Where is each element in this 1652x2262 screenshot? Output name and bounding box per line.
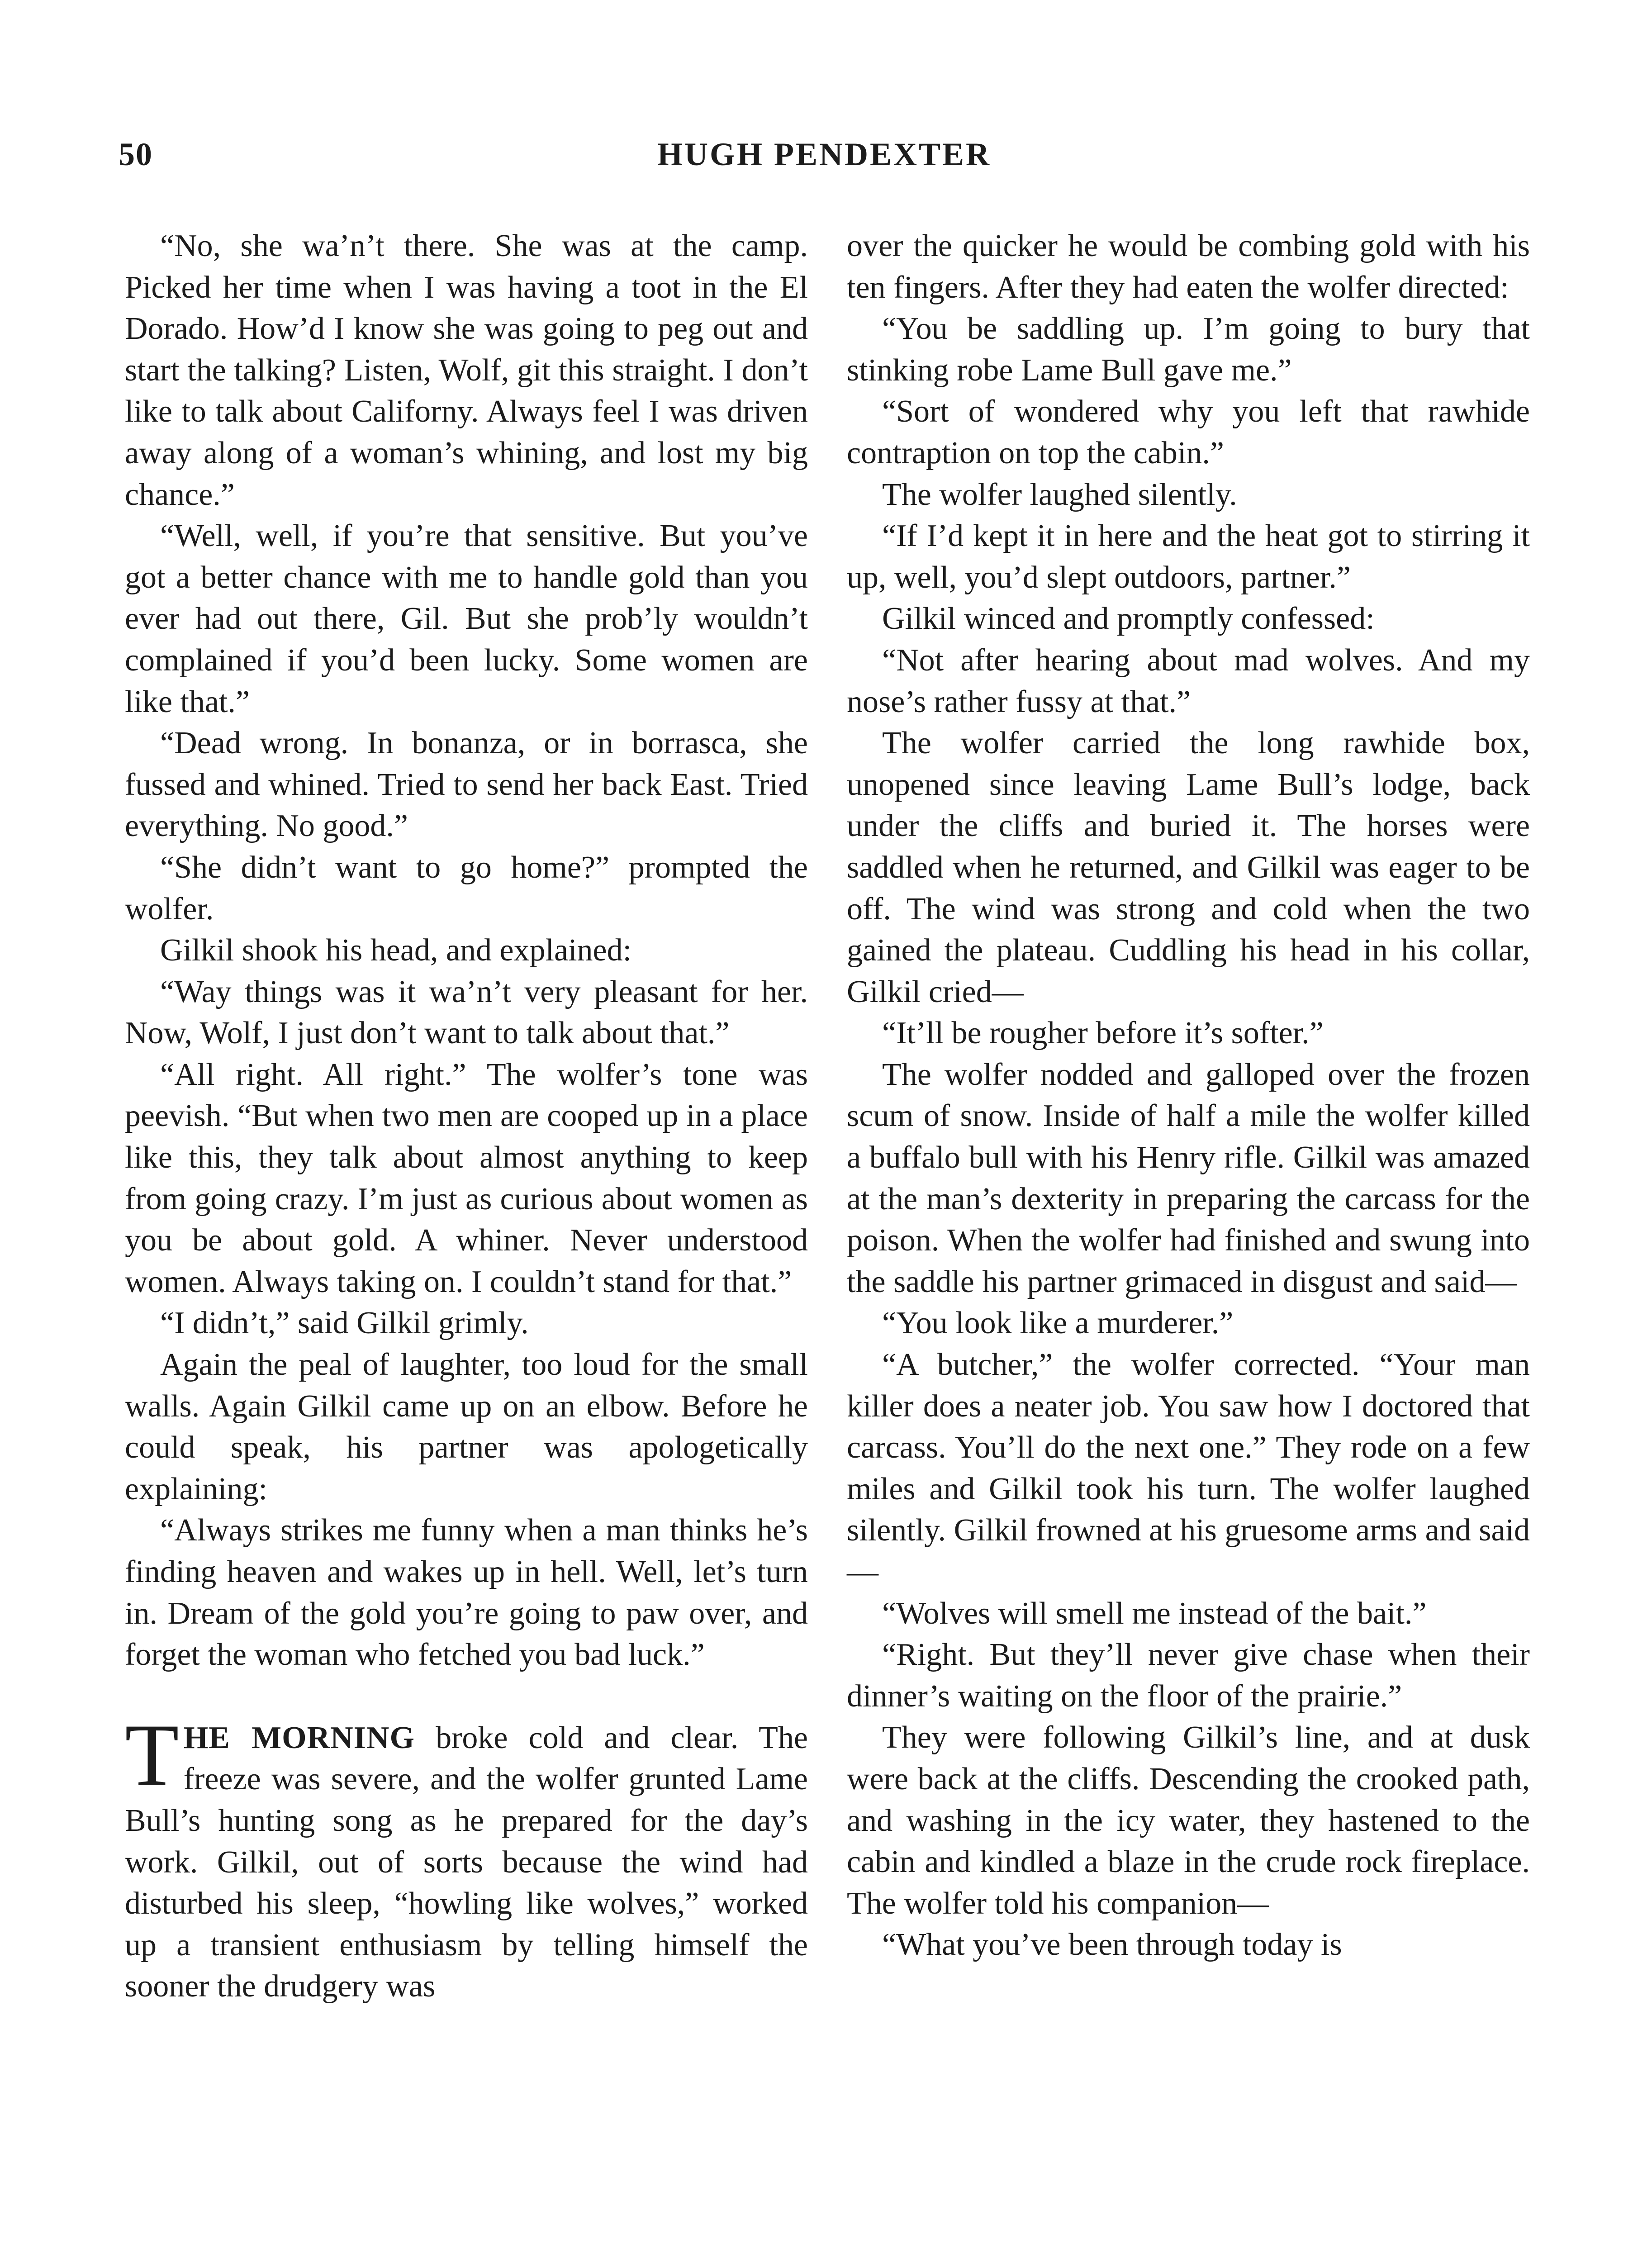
right-column: [847, 225, 1530, 1966]
paragraph: “A butcher,” the wolfer corrected. “Your man killer does a neater job. You saw how I doctored that carcass. You’ll do the next one.” They rode on a few miles and Gilkil took his turn. The wolfer laughed silently. Gilkil frowned at his gruesome arms and said—: [847, 1347, 1530, 1589]
paragraph: The wolfer laughed silently.: [882, 477, 1237, 512]
paragraph: Gilkil winced and promptly confessed:: [882, 601, 1375, 637]
paragraph: “It’ll be rougher before it’s softer.”: [882, 1016, 1324, 1051]
paragraph: “Wolves will smell me instead of the bait.”: [882, 1596, 1427, 1631]
paragraph: Gilkil shook his head, and explained:: [160, 933, 632, 968]
paragraph: “Right. But they’ll never give chase when their dinner’s waiting on the floor of the prairie.”: [847, 1637, 1530, 1714]
drop-cap: T: [125, 1706, 179, 1804]
paragraph: The wolfer nodded and galloped over the frozen scum of snow. Inside of half a mile the wolfer killed a buffalo bull with his Henry rifle. Gilkil was amazed at the man’s dexterity in preparing the carcass for the poison. When the wolfer had finished and swung into the saddle his partner grimaced in disgust and said—: [847, 1057, 1530, 1299]
paragraph: “I didn’t,” said Gilkil grimly.: [160, 1306, 529, 1341]
page-number: 50: [119, 136, 153, 172]
paragraph: “No, she wa’n’t there. She was at the camp. Picked her time when I was having a toot in the El Dorado. How’d I know she was going to peg out and start the talking? Listen, Wolf, git this straight. I don’t like to talk about Californy. Always feel I was driven away along of a woman’s whining, and lost my big chance.”: [125, 228, 808, 512]
running-head: HUGH PENDEXTER: [657, 136, 992, 172]
paragraph: “Well, well, if you’re that sensitive. But you’ve got a better chance with me to handle gold than you ever had out there, Gil. But she prob’ly wouldn’t complained if you’d been lucky. Some women are like that.”: [125, 518, 808, 719]
page-header: [119, 136, 1530, 190]
paragraph: They were following Gilkil’s line, and at dusk were back at the cliffs. Descending the crooked path, and washing in the icy water, they hastened to the cabin and kindled a blaze in the crude rock fireplace. The wolfer told his companion—: [847, 1720, 1530, 1921]
paragraph: “Dead wrong. In bonanza, or in borrasca, she fussed and whined. Tried to send her back East. Tried everything. No good.”: [125, 726, 808, 844]
paragraph: “You be saddling up. I’m going to bury that stinking robe Lame Bull gave me.”: [847, 311, 1530, 388]
paragraph: “Way things was it wa’n’t very pleasant for her. Now, Wolf, I just don’t want to talk about that.”: [125, 974, 808, 1051]
paragraph: “All right. All right.” The wolfer’s tone was peevish. “But when two men are cooped up in a place like this, they talk about almost anything to keep from going crazy. I’m just as curious about women as you be about gold. A whiner. Never understood women. Always taking on. I couldn’t stand for that.”: [125, 1057, 808, 1299]
continued-paragraph: over the quicker he would be combing gold with his ten fingers. After they had eaten the wolfer directed:: [847, 228, 1530, 305]
paragraph: “You look like a murderer.”: [882, 1306, 1234, 1341]
paragraph: “Sort of wondered why you left that rawhide contraption on top the cabin.”: [847, 394, 1530, 470]
left-column: [125, 225, 808, 2007]
paragraph: Again the peal of laughter, too loud for the small walls. Again Gilkil came up on an elbow. Before he could speak, his partner was apologetically explaining:: [125, 1347, 808, 1506]
section-text: broke cold and clear. The freeze was severe, and the wolfer grunted Lame Bull’s hunting song as he prepared for the day’s work. Gilkil, out of sorts because the wind had disturbed his sleep, “howling like wolves,” worked up a transient enthusiasm by telling himself the sooner the drudgery was: [125, 1720, 808, 2004]
paragraph: “What you’ve been through today is: [882, 1927, 1342, 1963]
lead-caps: HE MORNING: [183, 1720, 415, 1755]
section-opening-paragraph: [125, 1706, 808, 2007]
paragraph: “She didn’t want to go home?” prompted the wolfer.: [125, 850, 808, 927]
paragraph: “Always strikes me funny when a man thinks he’s finding heaven and wakes up in hell. Well, let’s turn in. Dream of the gold you’re going to paw over, and forget the woman who fetched you bad luck.”: [125, 1513, 808, 1673]
paragraph: The wolfer carried the long rawhide box, unopened since leaving Lame Bull’s lodge, back under the cliffs and buried it. The horses were saddled when he returned, and Gilkil was eager to be off. The wind was strong and cold when the two gained the plateau. Cuddling his head in his collar, Gilkil cried—: [847, 726, 1530, 1009]
paragraph: “Not after hearing about mad wolves. And my nose’s rather fussy at that.”: [847, 642, 1530, 719]
paragraph: “If I’d kept it in here and the heat got to stirring it up, well, you’d slept outdoors, partner.”: [847, 518, 1530, 595]
